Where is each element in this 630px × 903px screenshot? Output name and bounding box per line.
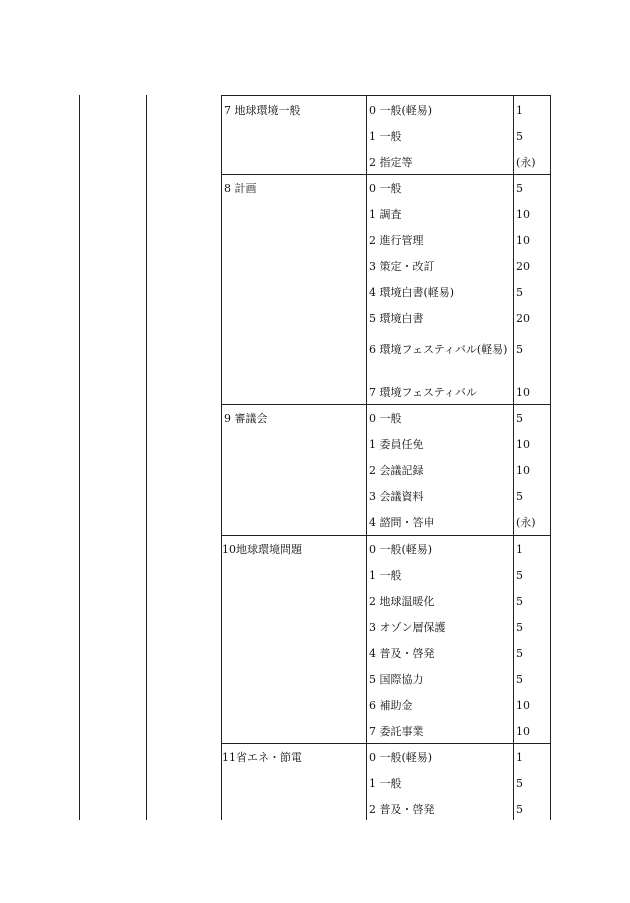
item-name: 5 環境白書 xyxy=(369,312,424,325)
column-divider-4 xyxy=(513,95,514,820)
item-name: 4 普及・啓発 xyxy=(369,647,435,660)
item-period: 5 xyxy=(516,412,523,425)
item-name: 0 一般 xyxy=(369,182,402,195)
right-border-line xyxy=(550,95,551,820)
item-period: 10 xyxy=(516,725,530,738)
item-period: 1 xyxy=(516,543,523,556)
group-label-11: 11省エネ・節電 xyxy=(222,751,302,764)
item-period: 10 xyxy=(516,699,530,712)
item-name: 1 調査 xyxy=(369,208,402,221)
item-period: (永) xyxy=(516,156,536,169)
column-divider-1 xyxy=(146,95,147,820)
item-period: 20 xyxy=(516,260,530,273)
item-period: 5 xyxy=(516,490,523,503)
item-name: 2 進行管理 xyxy=(369,234,424,247)
item-name: 2 地球温暖化 xyxy=(369,595,435,608)
item-name: 0 一般(軽易) xyxy=(369,751,433,764)
item-name: 4 環境白書(軽易) xyxy=(369,286,455,299)
table-top-line xyxy=(221,95,551,96)
item-name: 6 環境フェスティバル(軽易) xyxy=(369,343,508,356)
item-period: 5 xyxy=(516,777,523,790)
group-label-7: 7 地球環境一般 xyxy=(224,104,301,117)
item-period: 10 xyxy=(516,234,530,247)
item-name: 4 諮問・答申 xyxy=(369,516,435,529)
item-name: 2 普及・啓発 xyxy=(369,803,435,816)
left-border-line xyxy=(79,95,80,820)
item-period: 5 xyxy=(516,182,523,195)
item-period: 5 xyxy=(516,130,523,143)
item-name: 1 一般 xyxy=(369,569,402,582)
item-period: 5 xyxy=(516,569,523,582)
item-period: (永) xyxy=(516,516,536,529)
item-name: 1 委員任免 xyxy=(369,438,424,451)
item-period: 5 xyxy=(516,647,523,660)
item-period: 5 xyxy=(516,595,523,608)
item-period: 20 xyxy=(516,312,530,325)
group-label-8: 8 計画 xyxy=(224,182,257,195)
item-period: 5 xyxy=(516,621,523,634)
item-name: 3 策定・改訂 xyxy=(369,260,435,273)
item-name: 7 委託事業 xyxy=(369,725,424,738)
item-name: 3 オゾン層保護 xyxy=(369,621,446,634)
item-name: 2 指定等 xyxy=(369,156,413,169)
group-separator-10 xyxy=(221,535,551,536)
item-period: 10 xyxy=(516,464,530,477)
group-label-9: 9 審議会 xyxy=(224,412,268,425)
column-divider-3 xyxy=(366,95,367,820)
item-name: 2 会議記録 xyxy=(369,464,424,477)
column-divider-2 xyxy=(221,95,222,820)
item-name: 1 一般 xyxy=(369,777,402,790)
item-name: 0 一般(軽易) xyxy=(369,104,433,117)
item-name: 3 会議資料 xyxy=(369,490,424,503)
group-separator-11 xyxy=(221,743,551,744)
item-name: 1 一般 xyxy=(369,130,402,143)
group-separator-9 xyxy=(221,404,551,405)
item-name: 5 国際協力 xyxy=(369,673,424,686)
item-name: 0 一般(軽易) xyxy=(369,543,433,556)
item-name: 0 一般 xyxy=(369,412,402,425)
group-separator-8 xyxy=(221,174,551,175)
item-period: 10 xyxy=(516,208,530,221)
item-name: 7 環境フェスティバル xyxy=(369,386,477,399)
item-period: 5 xyxy=(516,343,523,356)
item-period: 10 xyxy=(516,438,530,451)
item-name: 6 補助金 xyxy=(369,699,413,712)
item-period: 5 xyxy=(516,803,523,816)
item-period: 10 xyxy=(516,386,530,399)
item-period: 5 xyxy=(516,673,523,686)
item-period: 1 xyxy=(516,104,523,117)
item-period: 1 xyxy=(516,751,523,764)
group-label-10: 10地球環境問題 xyxy=(222,543,302,556)
item-period: 5 xyxy=(516,286,523,299)
